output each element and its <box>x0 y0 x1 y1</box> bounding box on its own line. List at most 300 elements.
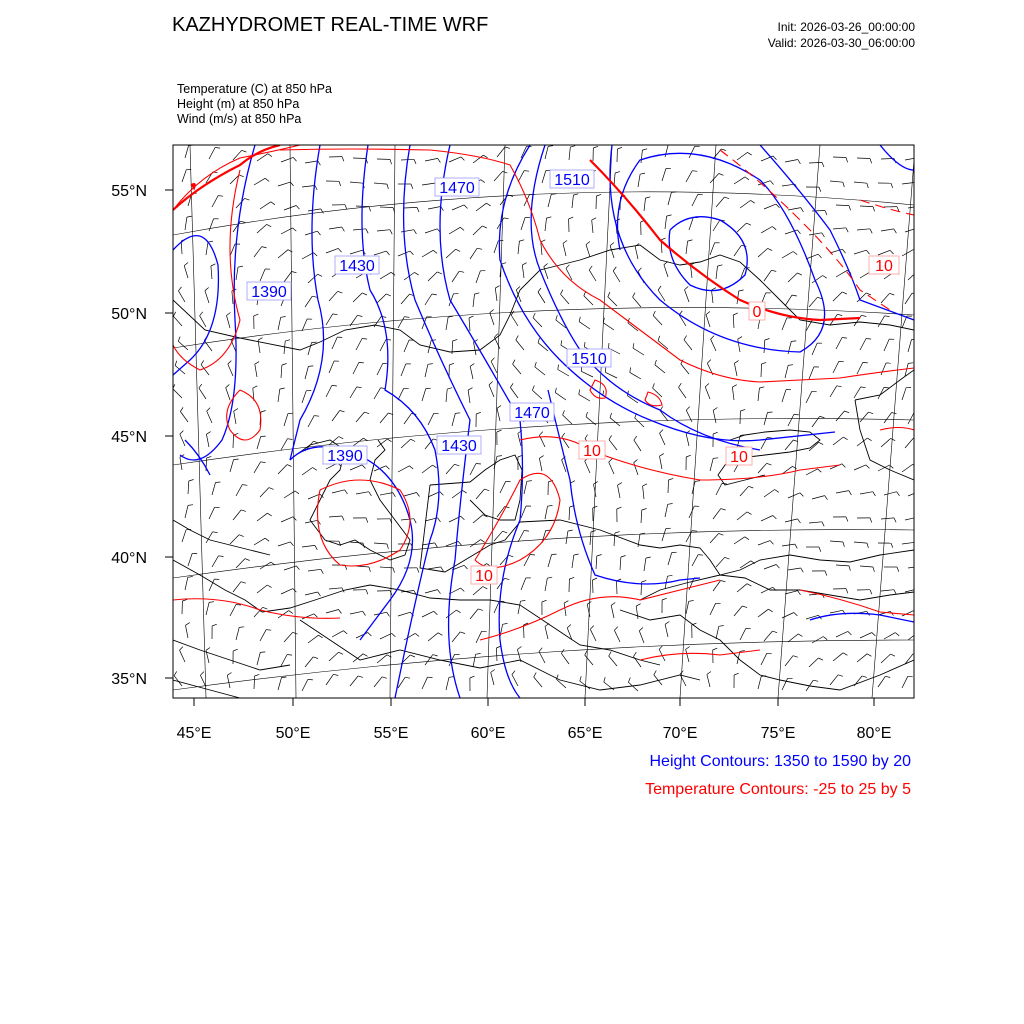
wind-barb <box>209 148 215 160</box>
wind-barb <box>532 390 542 399</box>
wind-barb-feather <box>212 624 217 626</box>
wind-barb <box>630 372 641 379</box>
wind-barb <box>857 158 870 159</box>
wind-barb-feather <box>918 158 921 162</box>
wind-barb-feather <box>364 412 369 414</box>
wind-barb <box>542 171 546 183</box>
wind-barb <box>308 343 312 356</box>
wind-barb-feather <box>342 516 344 521</box>
wind-barb-feather <box>227 673 231 676</box>
wind-barb <box>884 339 889 351</box>
wind-barb <box>401 294 410 304</box>
wind-barb-feather <box>842 249 845 253</box>
wind-barb-feather <box>411 184 413 189</box>
wind-barb-feather <box>895 633 899 636</box>
wind-barb-feather <box>522 263 526 265</box>
wind-barb-feather <box>812 391 817 392</box>
variable-temperature: Temperature (C) at 850 hPa <box>177 82 332 96</box>
wind-barb <box>401 230 414 232</box>
wind-barb-feather <box>461 157 465 161</box>
wind-barb-feather <box>867 438 871 441</box>
wind-barb-feather <box>797 230 800 234</box>
wind-barb <box>428 413 434 425</box>
wind-barb <box>563 415 572 424</box>
wind-barb-feather <box>258 338 262 340</box>
wind-barb <box>230 605 236 617</box>
wind-barb-feather <box>501 263 506 264</box>
wind-barb-feather <box>339 437 343 439</box>
wind-barb-feather <box>456 610 460 613</box>
wind-barb <box>764 631 772 641</box>
wind-barb-feather <box>497 406 501 409</box>
wind-barb-feather <box>636 604 640 606</box>
wind-barb-feather <box>894 518 896 523</box>
wind-barb <box>860 206 873 207</box>
wind-barb-feather <box>512 671 515 675</box>
lon-label: 65°E <box>567 725 603 742</box>
wind-barb <box>908 413 914 425</box>
wind-barb <box>830 675 838 685</box>
wind-barb-feather <box>579 390 580 395</box>
wind-barb-feather <box>290 542 293 546</box>
wind-barb <box>860 492 873 494</box>
wind-barb-feather <box>609 435 612 439</box>
wind-barb-feather <box>746 223 751 225</box>
wind-barb-feather <box>441 567 444 571</box>
wind-barb-feather <box>362 465 366 469</box>
wind-barb-feather <box>654 671 657 675</box>
wind-barb-feather <box>751 200 755 203</box>
wind-barb-feather <box>692 531 697 532</box>
wind-barb <box>679 387 687 398</box>
lon-label: 60°E <box>470 725 506 742</box>
wind-barb <box>788 208 801 210</box>
wind-barb-feather <box>333 314 338 315</box>
wind-barb-feather <box>362 293 367 295</box>
wind-barb-feather <box>253 386 257 388</box>
wind-barb <box>380 272 391 279</box>
wind-barb-feather <box>593 578 598 580</box>
wind-barb <box>713 220 720 231</box>
wind-barb <box>425 229 437 233</box>
wind-barb-feather <box>849 206 851 211</box>
wind-barb <box>737 223 746 232</box>
wind-barb <box>404 340 409 352</box>
wind-barb-feather <box>890 250 893 254</box>
wind-barb <box>278 542 290 546</box>
wind-barb <box>653 316 662 326</box>
wind-barb <box>199 388 206 399</box>
wind-barb-feather <box>489 382 493 386</box>
wind-barb <box>665 216 667 229</box>
wind-barb-feather <box>533 313 535 318</box>
height-label <box>323 446 367 465</box>
wind-barb <box>788 493 800 498</box>
wind-barb-feather <box>318 592 321 596</box>
wind-barb-feather <box>255 362 259 365</box>
wind-barb <box>644 198 646 211</box>
wind-barb <box>664 265 668 277</box>
wind-barb <box>782 390 786 402</box>
wind-barb <box>785 160 798 163</box>
wind-barb-feather <box>592 218 596 220</box>
wind-barb <box>881 518 894 519</box>
wind-barb-feather <box>438 590 441 594</box>
wind-barb <box>635 246 638 259</box>
wind-barb-feather <box>266 630 271 631</box>
wind-barb-feather <box>655 360 657 365</box>
wind-barb <box>470 248 477 259</box>
wind-barb-feather <box>201 360 204 364</box>
wind-barb <box>398 317 404 328</box>
wind-barb <box>884 413 892 424</box>
wind-barb <box>452 205 464 210</box>
wind-barb <box>761 653 767 665</box>
wind-barb-feather <box>205 288 209 291</box>
wind-barb-feather <box>368 633 372 637</box>
wind-barb-feather <box>897 207 899 212</box>
wind-barb <box>706 315 710 327</box>
wind-barb-feather <box>282 364 287 366</box>
wind-barb <box>452 632 460 642</box>
wind-barb-feather <box>313 657 318 659</box>
wind-barb <box>449 157 461 162</box>
wind-barb <box>665 144 668 157</box>
wind-barb-feather <box>633 343 634 348</box>
wind-barb-feather <box>918 517 921 521</box>
wind-barb <box>233 221 240 232</box>
wind-barb-feather <box>798 519 801 523</box>
wind-barb <box>905 293 912 304</box>
wind-barb <box>668 480 669 493</box>
wind-barb-feather <box>200 672 203 676</box>
wind-barb <box>788 273 797 282</box>
wind-barb-feather <box>470 364 474 367</box>
wind-barb <box>809 658 818 667</box>
wind-barb <box>473 515 483 523</box>
wind-barb-feather <box>513 360 515 364</box>
wind-barb-feather <box>638 268 641 272</box>
wind-barb <box>281 157 293 162</box>
height-label-text: 1390 <box>327 448 363 465</box>
wind-barb-feather <box>295 491 299 494</box>
wind-barb-feather <box>891 654 896 656</box>
wind-barb-feather <box>218 196 223 197</box>
wind-barb <box>284 341 285 354</box>
wind-barb <box>833 292 842 301</box>
wind-barb-feather <box>748 152 752 155</box>
wind-barb <box>211 266 212 279</box>
wind-barb <box>518 241 519 254</box>
wind-barb-feather <box>793 656 798 658</box>
wind-barb-feather <box>593 146 598 148</box>
wind-barb <box>518 601 521 614</box>
wind-barb-feather <box>387 612 390 616</box>
wind-barb <box>758 676 761 689</box>
wind-barb <box>734 537 745 544</box>
wind-barb-feather <box>409 466 413 469</box>
wind-barb <box>497 147 505 157</box>
wind-barb <box>257 224 267 233</box>
wind-barb <box>548 194 551 207</box>
wind-barb <box>185 577 188 590</box>
wind-barb <box>610 246 614 258</box>
wind-barb <box>227 675 230 688</box>
wind-barb <box>836 565 849 566</box>
wind-barb <box>380 633 392 639</box>
wind-barb <box>854 465 866 470</box>
wind-barb <box>611 605 614 618</box>
wind-barb <box>836 270 847 277</box>
wind-barb-feather <box>503 531 508 533</box>
wind-barb <box>545 626 548 639</box>
height-label-text: 1430 <box>339 258 375 275</box>
wind-barb-feather <box>628 678 630 683</box>
wind-barb <box>596 556 597 569</box>
wind-barb-feather <box>568 530 573 531</box>
wind-barb-feather <box>558 365 559 370</box>
wind-barb <box>590 532 591 545</box>
wind-barb <box>500 624 503 637</box>
wind-barb <box>257 154 268 161</box>
wind-barb-feather <box>200 312 203 316</box>
wind-barb-feather <box>740 651 745 652</box>
wind-barb-feather <box>734 673 739 675</box>
wind-barb <box>278 317 281 330</box>
wind-barb <box>660 433 666 445</box>
wind-barb <box>180 434 185 446</box>
wind-barb-feather <box>818 469 822 472</box>
wind-barb-feather <box>390 159 392 164</box>
wind-barb <box>512 675 518 687</box>
wind-barb-feather <box>215 148 220 149</box>
wind-barb-feather <box>491 670 495 673</box>
wind-barb <box>236 485 242 496</box>
wind-barb <box>836 338 842 350</box>
wind-barb <box>710 243 715 255</box>
wind-barb-feather <box>561 290 563 295</box>
wind-barb-feather <box>891 183 893 188</box>
wind-barb <box>329 516 342 517</box>
wind-barb <box>230 460 234 473</box>
wind-barb-feather <box>293 157 296 161</box>
wind-barb-feather <box>862 676 867 678</box>
wind-barb <box>613 271 620 282</box>
wind-barb-feather <box>268 154 272 157</box>
wind-barb <box>446 249 456 258</box>
wind-barb <box>428 633 438 641</box>
wind-barb-feather <box>819 547 821 552</box>
wind-barb <box>585 461 590 473</box>
wind-barb-feather <box>524 531 529 532</box>
wind-barb <box>494 337 500 349</box>
wind-barb-feather <box>579 317 580 322</box>
wind-barb <box>185 146 189 159</box>
wind-barb-feather <box>345 205 347 210</box>
wind-barb-feather <box>574 554 579 555</box>
wind-barb-feather <box>884 387 889 388</box>
wind-barb-feather <box>722 483 727 484</box>
wind-barb-feather <box>404 317 409 318</box>
wind-barb <box>782 613 794 619</box>
wind-barb-feather <box>665 622 669 625</box>
wind-barb-feather <box>772 227 776 230</box>
wind-barb-feather <box>262 247 267 248</box>
temperature-label <box>726 447 752 466</box>
wind-barb-feather <box>206 432 210 435</box>
wind-barb-feather <box>339 652 344 654</box>
wind-barb <box>545 578 547 591</box>
wind-barb-feather <box>705 384 709 387</box>
wind-barb-feather <box>213 532 218 533</box>
wind-barb <box>854 250 866 254</box>
wind-barb-feather <box>642 149 647 150</box>
wind-barb-feather <box>866 293 871 295</box>
wind-barb-feather <box>885 676 890 677</box>
wind-barb <box>350 387 357 398</box>
height-label <box>567 349 611 368</box>
wind-barb <box>881 293 890 303</box>
wind-barb <box>569 147 570 160</box>
wind-barb <box>404 207 417 208</box>
wind-barb <box>902 464 913 472</box>
wind-barb-feather <box>642 509 647 511</box>
wind-barb <box>692 555 698 566</box>
wind-barb-feather <box>211 264 216 266</box>
wind-barb-feather <box>255 674 260 676</box>
wind-barb <box>257 513 267 521</box>
wind-barb-feather <box>822 233 825 237</box>
wind-barb-feather <box>497 456 502 457</box>
wind-barb-feather <box>382 677 387 679</box>
wind-barb-feather <box>791 341 796 342</box>
wind-barb-feather <box>387 655 391 657</box>
wind-barb <box>590 629 596 641</box>
wind-barb-feather <box>366 590 368 595</box>
wind-barb <box>758 388 759 401</box>
wind-barb <box>521 506 526 518</box>
wind-barb <box>737 512 747 520</box>
wind-barb <box>758 541 770 545</box>
wind-barb <box>254 178 265 185</box>
wind-barb-feather <box>692 171 697 172</box>
wind-barb-feather <box>918 589 921 593</box>
wind-barb <box>610 418 620 426</box>
wind-barb-feather <box>608 292 610 297</box>
wind-barb-feather <box>767 463 772 465</box>
lat-label: 55°N <box>111 183 147 200</box>
wind-barb <box>635 418 644 427</box>
wind-barb-feather <box>315 186 317 191</box>
lon-label: 70°E <box>662 725 698 742</box>
wind-barb-feather <box>867 543 868 548</box>
temperature-dashed-contours <box>720 150 914 310</box>
wind-barb <box>734 363 737 376</box>
wind-barb-feather <box>633 293 635 297</box>
height-label-text: 1470 <box>514 405 550 422</box>
wind-barb <box>353 293 362 302</box>
wind-barb <box>710 533 719 543</box>
wind-barb-feather <box>686 407 689 411</box>
wind-barb-feather <box>410 251 414 255</box>
wind-barb <box>638 174 640 187</box>
wind-barb <box>833 437 843 445</box>
wind-barb <box>305 296 312 307</box>
wind-barb-feather <box>482 226 487 228</box>
wind-barb-feather <box>207 408 211 412</box>
wind-barb-feather <box>870 518 872 523</box>
wind-barb <box>733 315 734 328</box>
wind-barb <box>524 481 527 494</box>
wind-barb <box>713 509 721 519</box>
wind-barb-feather <box>174 671 177 675</box>
wind-barb-feather <box>593 506 598 508</box>
height-label <box>247 282 291 301</box>
height-label-text: 1510 <box>571 351 607 368</box>
wind-barb <box>495 288 497 301</box>
wind-barb <box>468 390 470 403</box>
wind-barb-feather <box>535 362 537 367</box>
wind-barb-feather <box>772 631 777 633</box>
wind-barb-feather <box>280 388 285 389</box>
wind-barb-feather <box>437 272 442 274</box>
wind-barb <box>707 674 710 687</box>
wind-barb <box>660 456 663 469</box>
wind-barb <box>428 492 440 497</box>
wind-barb <box>281 589 293 594</box>
wind-barb <box>212 196 218 207</box>
wind-barb-feather <box>891 543 893 548</box>
wind-barb <box>545 506 548 519</box>
wind-barb <box>422 611 434 617</box>
wind-barb-feather <box>584 342 585 347</box>
wind-barb-feather <box>265 538 269 541</box>
wind-barb-feather <box>793 252 797 255</box>
wind-barb <box>260 630 266 641</box>
wind-barb <box>302 253 313 259</box>
wind-barb-feather <box>921 566 923 570</box>
wind-barb-feather <box>825 496 828 500</box>
temperature-label <box>471 566 497 585</box>
wind-barb-feather <box>713 458 718 459</box>
wind-barb-feather <box>312 296 317 297</box>
wind-barb <box>326 248 338 253</box>
wind-barb-feather <box>527 481 532 482</box>
wind-barb-feather <box>180 407 183 411</box>
wind-barb-feather <box>713 648 718 650</box>
wind-barb-feather <box>539 432 542 436</box>
wind-barb <box>281 439 288 450</box>
wind-barb-feather <box>918 632 922 635</box>
wind-barb <box>305 592 318 595</box>
wind-barb <box>302 391 306 403</box>
wind-barb <box>401 519 414 520</box>
wind-barb-feather <box>245 198 250 200</box>
wind-barb-feather <box>521 600 526 601</box>
wind-barb-feather <box>491 358 494 362</box>
wind-barb-feather <box>571 481 575 483</box>
wind-barb <box>511 315 518 326</box>
wind-barb-feather <box>261 411 266 413</box>
wind-barb-feather <box>414 159 416 164</box>
wind-barb <box>617 581 618 594</box>
wind-barb <box>581 371 593 377</box>
wind-barb-feather <box>564 601 568 603</box>
wind-barb-feather <box>509 555 514 557</box>
wind-barb-feather <box>239 535 244 537</box>
wind-barb <box>535 367 545 375</box>
wind-barb-feather <box>668 575 673 576</box>
